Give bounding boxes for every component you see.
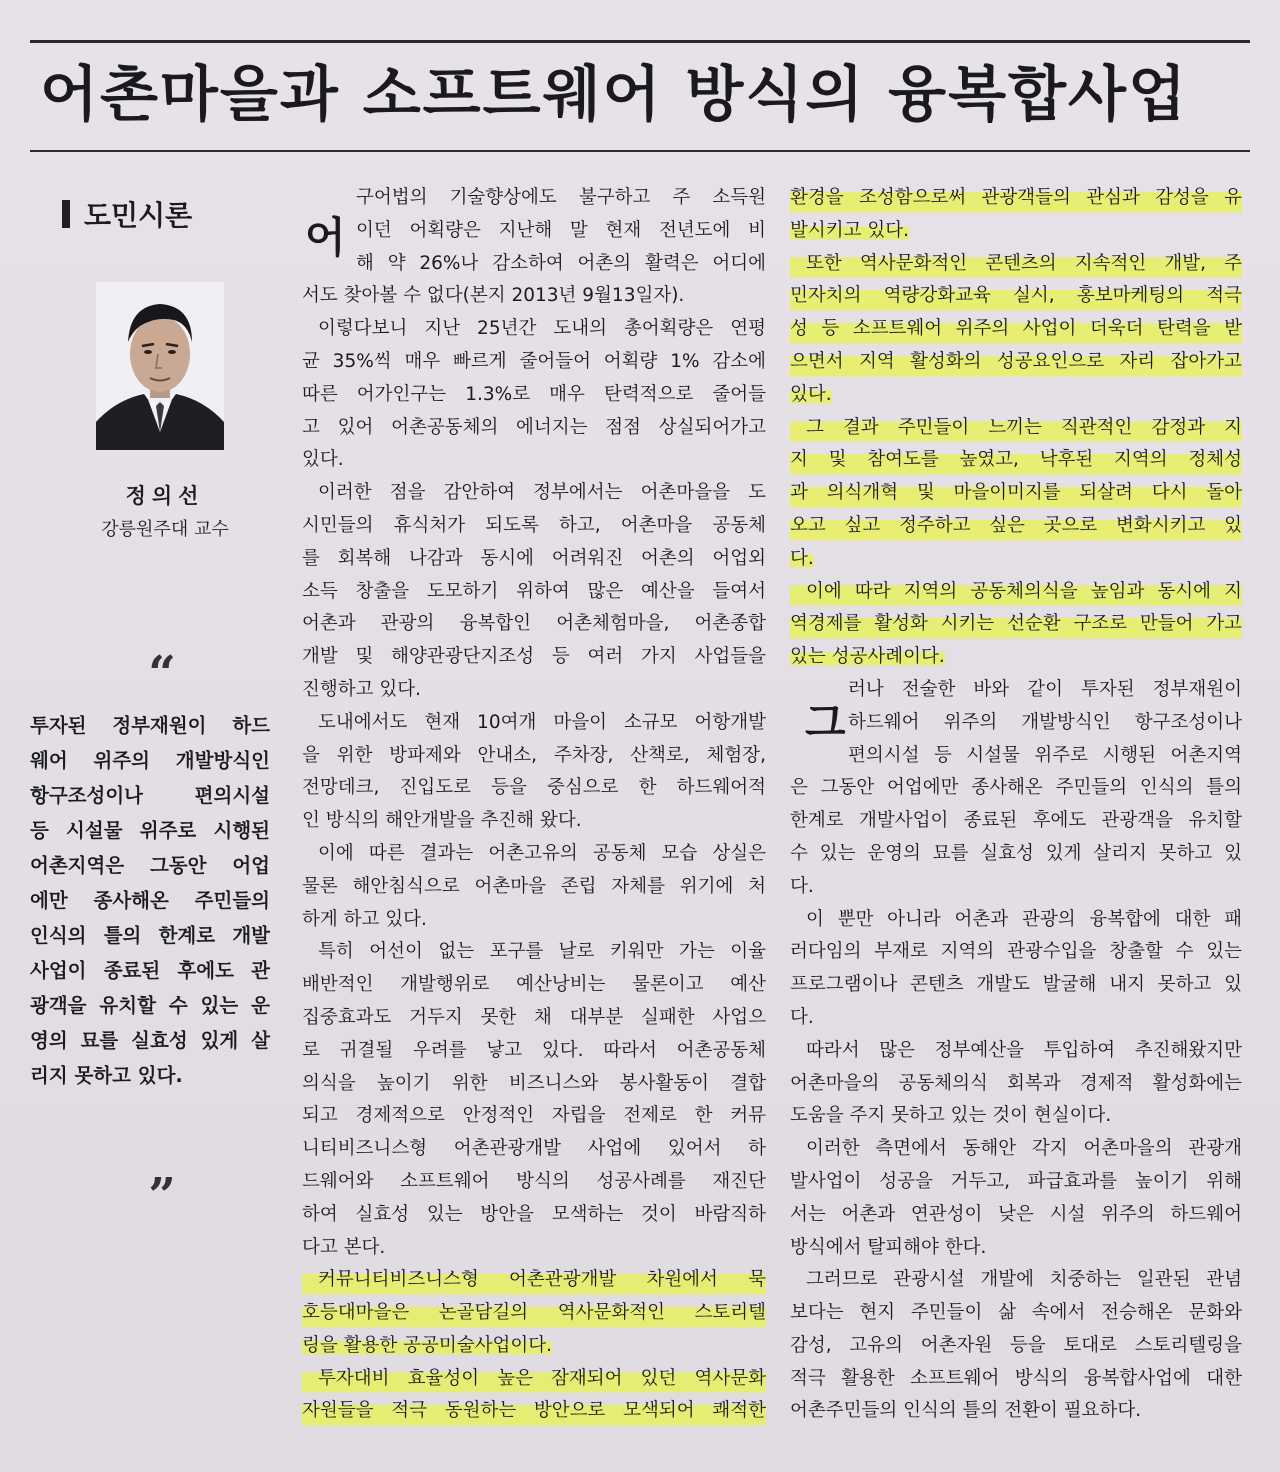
article-line: 를 회복해 나감과 동시에 어려워진 어촌의 어업외 xyxy=(302,547,766,569)
pullquote-line: 웨어 위주의 개발방식인 xyxy=(30,749,270,772)
pullquote-line: 항구조성이나 편의시설 xyxy=(30,784,270,807)
pullquote-line: 광객을 유치할 수 있는 운 xyxy=(30,994,270,1017)
article-line: 이렇다보니 지난 25년간 도내의 총어획량은 연평 xyxy=(318,318,766,340)
pullquote xyxy=(30,708,270,1093)
article-line-highlighted xyxy=(790,641,1242,674)
pullquote-line: 인식의 틀의 한계로 개발 xyxy=(30,924,270,947)
article-line-highlighted: 지 및 참여도를 높였고, 낙후된 지역의 정체성 xyxy=(790,444,1242,477)
article-line-highlighted: 이에 따라 지역의 공동체의식을 높임과 동시에 지 xyxy=(790,576,1242,609)
article-line: 니티비즈니스형 어촌관광개발 사업에 있어서 하 xyxy=(302,1138,766,1160)
article-line: 이 뿐만 아니라 어촌과 관광의 융복합에 대한 패 xyxy=(806,908,1242,930)
article-line: 수 있는 운영의 묘를 실효성 있게 살리지 못하고 있 xyxy=(790,842,1242,864)
article-line-highlighted: 으면서 지역 활성화의 성공요인으로 자리 잡아가고 xyxy=(790,346,1242,379)
article-line-highlighted: 자원들을 적극 동원하는 방안으로 모색되어 쾌적한 xyxy=(302,1395,766,1428)
dropcap: 그 xyxy=(805,698,846,747)
article-line: 은 그동안 어업에만 종사해온 주민들의 인식의 틀의 xyxy=(790,777,1242,799)
article-column-1 xyxy=(302,182,766,1428)
article-line: 다고 본다. xyxy=(302,1236,386,1258)
article-line-highlighted: 환경을 조성함으로써 관광객들의 관심과 감성을 유 xyxy=(790,182,1242,215)
article-line: 집중효과도 거두지 못한 채 대부분 실패한 사업으 xyxy=(302,1006,766,1028)
article-line: 물론 해안침식으로 어촌마을 존립 자체를 위기에 처 xyxy=(302,875,766,897)
column-label xyxy=(62,194,192,234)
pullquote-line: 리지 못하고 있다. xyxy=(30,1064,183,1087)
article-line-highlighted xyxy=(790,543,1242,576)
pullquote-line: 에만 종사해온 주민들의 xyxy=(30,889,270,912)
highlight-span: 링을 활용한 공공미술사업이다. xyxy=(302,1334,552,1356)
article-line: 따른 어가인구는 1.3%로 매우 탄력적으로 줄어들 xyxy=(302,383,766,405)
article-line: 러나 전술한 바와 같이 투자된 정부재원이 xyxy=(848,678,1242,700)
article-line: 로 귀결될 우려를 낳고 있다. 따라서 어촌공동체 xyxy=(302,1039,766,1061)
article-line: 다. xyxy=(790,875,814,897)
pullquote-line: 등 시설물 위주로 시행된 xyxy=(30,819,270,842)
article-line: 되고 경제적으로 안정적인 자립을 전제로 한 커뮤 xyxy=(302,1105,766,1127)
pullquote-line: 투자된 정부재원이 하드 xyxy=(30,714,270,737)
article-line-highlighted: 과 의식개혁 및 마을이미지를 되살려 다시 돌아 xyxy=(790,477,1242,510)
article-line: 진행하고 있다. xyxy=(302,678,421,700)
article-line: 서는 어촌과 연관성이 낮은 시설 위주의 하드웨어 xyxy=(790,1203,1242,1225)
article-line: 다. xyxy=(790,1006,814,1028)
article-line-highlighted: 투자대비 효율성이 높은 잠재되어 있던 역사문화 xyxy=(302,1363,766,1396)
pullquote-line: 사업이 종료된 후에도 관 xyxy=(30,959,270,982)
article-line: 따라서 많은 정부예산을 투입하여 추진해왔지만 xyxy=(806,1039,1242,1061)
pullquote-line: 영의 묘를 실효성 있게 살 xyxy=(30,1029,270,1052)
article-line: 하여 실효성 있는 방안을 모색하는 것이 바람직하 xyxy=(302,1203,766,1225)
article-line: 특히 어선이 없는 포구를 날로 키워만 가는 이율 xyxy=(318,941,766,963)
article-column-2 xyxy=(790,182,1242,1428)
article-line: 발사업이 성공을 거두고, 파급효과를 높이기 위해 xyxy=(790,1170,1242,1192)
article-line: 있다. xyxy=(302,449,344,471)
column-label-text: 도민시론 xyxy=(84,199,193,232)
article-line: 하게 하고 있다. xyxy=(302,908,427,930)
article-line: 어촌마을의 공동체의식 회복과 경제적 활성화에는 xyxy=(790,1072,1242,1094)
article-line-highlighted: 또한 역사문화적인 콘텐츠의 지속적인 개발, 주 xyxy=(790,248,1242,281)
article-line: 전망데크, 진입도로 등을 중심으로 한 하드웨어적 xyxy=(302,777,766,799)
article-line: 구어법의 기술향상에도 불구하고 주 소득원 xyxy=(356,187,766,208)
article-line: 도움을 주지 못하고 있는 것이 현실이다. xyxy=(790,1105,1112,1127)
article-line-highlighted xyxy=(302,1330,766,1363)
open-quote-icon: “ xyxy=(148,646,176,702)
article-line: 어촌주민들의 인식의 틀의 전환이 필요하다. xyxy=(790,1400,1142,1422)
article-line: 편의시설 등 시설물 위주로 시행된 어촌지역 xyxy=(848,744,1242,766)
article-line: 방식에서 탈피해야 한다. xyxy=(790,1236,987,1258)
author-name: 정의선 xyxy=(125,484,205,508)
top-rule xyxy=(30,40,1250,43)
article-line-highlighted: 오고 싶고 정주하고 싶은 곳으로 변화시키고 있 xyxy=(790,510,1242,543)
article-line: 어촌과 관광의 융복합인 어촌체험마을, 어촌종합 xyxy=(302,613,766,635)
highlight-span: 있다. xyxy=(790,383,832,405)
article-line: 프로그램이나 콘텐츠 개발도 발굴해 내지 못하고 있 xyxy=(790,974,1242,996)
article-line: 이러한 측면에서 동해안 각지 어촌마을의 관광개 xyxy=(806,1138,1242,1160)
article-line-highlighted xyxy=(790,215,1242,248)
dropcap: 어 xyxy=(305,213,346,262)
article-line: 이러한 점을 감안하여 정부에서는 어촌마을을 도 xyxy=(318,482,766,504)
article-line: 을 위한 방파제와 안내소, 주차장, 산책로, 체험장, xyxy=(302,744,766,766)
highlight-span: 다. xyxy=(790,547,814,569)
label-bar-icon xyxy=(62,200,70,228)
highlight-span: 발시키고 있다. xyxy=(790,219,909,241)
headline: 어촌마을과 소프트웨어 방식의 융복합사업 xyxy=(40,60,1188,130)
pullquote-line: 어촌지역은 그동안 어업 xyxy=(30,854,270,877)
article-line: 시민들의 휴식처가 되도록 하고, 어촌마을 공동체 xyxy=(302,514,766,536)
article-line: 해 약 26%나 감소하여 어촌의 활력은 어디에 xyxy=(356,252,766,274)
article-line-highlighted: 역경제를 활성화 시키는 선순환 구조로 만들어 가고 xyxy=(790,608,1242,641)
author-title: 강릉원주대 교수 xyxy=(101,519,229,540)
close-quote-icon: ” xyxy=(148,1168,176,1224)
article-line: 러다임의 부재로 지역의 관광수입을 창출할 수 있는 xyxy=(790,941,1242,963)
article-line: 한계로 개발사업이 종료된 후에도 관광객을 유치할 xyxy=(790,810,1242,832)
article-line-highlighted: 그 결과 주민들이 느끼는 직관적인 감정과 지 xyxy=(790,412,1242,445)
article-line: 인 방식의 해안개발을 추진해 왔다. xyxy=(302,810,582,832)
author-photo xyxy=(96,282,224,450)
article-line-highlighted: 성 등 소프트웨어 위주의 사업이 더욱더 탄력을 받 xyxy=(790,313,1242,346)
article-line: 개발 및 해양관광단지조성 등 여러 가지 사업들을 xyxy=(302,646,766,668)
author-portrait-icon xyxy=(96,282,224,450)
headline-rule xyxy=(30,150,1250,152)
article-line: 균 35%씩 매우 빠르게 줄어들어 어획량 1% 감소에 xyxy=(302,350,766,372)
article-line: 서도 찾아볼 수 없다(본지 2013년 9월13일자). xyxy=(302,285,685,307)
article-line: 드웨어와 소프트웨어 방식의 성공사례를 재진단 xyxy=(302,1170,766,1192)
article-line: 하드웨어 위주의 개발방식인 항구조성이나 xyxy=(848,711,1242,733)
article-line: 도내에서도 현재 10여개 마을이 소규모 어항개발 xyxy=(318,711,766,733)
article-line-highlighted: 민자치의 역량강화교육 실시, 홍보마케팅의 적극 xyxy=(790,280,1242,313)
article-line: 보다는 현지 주민들이 삶 속에서 전승해온 문화와 xyxy=(790,1302,1242,1324)
article-line: 이에 따른 결과는 어촌고유의 공동체 모습 상실은 xyxy=(318,842,766,864)
article-line: 적극 활용한 소프트웨어 방식의 융복합사업에 대한 xyxy=(790,1367,1242,1389)
article-line: 의식을 높이기 위한 비즈니스와 봉사활동이 결합 xyxy=(302,1072,766,1094)
article-line: 그러므로 관광시설 개발에 치중하는 일관된 관념 xyxy=(806,1269,1242,1291)
article-line: 소득 창출을 도모하기 위하여 많은 예산을 들여서 xyxy=(302,580,766,602)
article-line: 이던 어획량은 지난해 말 현재 전년도에 비 xyxy=(356,219,766,241)
article-line: 배반적인 개발행위로 예산낭비는 물론이고 예산 xyxy=(302,974,766,996)
article-line-highlighted: 호등대마을은 논골담길의 역사문화적인 스토리텔 xyxy=(302,1297,766,1330)
article-line: 고 있어 어촌공동체의 에너지는 점점 상실되어가고 xyxy=(302,416,766,438)
article-line: 감성, 고유의 어촌자원 등을 토대로 스토리텔링을 xyxy=(790,1334,1242,1356)
highlight-span: 있는 성공사례이다. xyxy=(790,646,945,668)
article-line-highlighted xyxy=(790,379,1242,412)
article-line-highlighted: 커뮤니티비즈니스형 어촌관광개발 차원에서 묵 xyxy=(302,1264,766,1297)
